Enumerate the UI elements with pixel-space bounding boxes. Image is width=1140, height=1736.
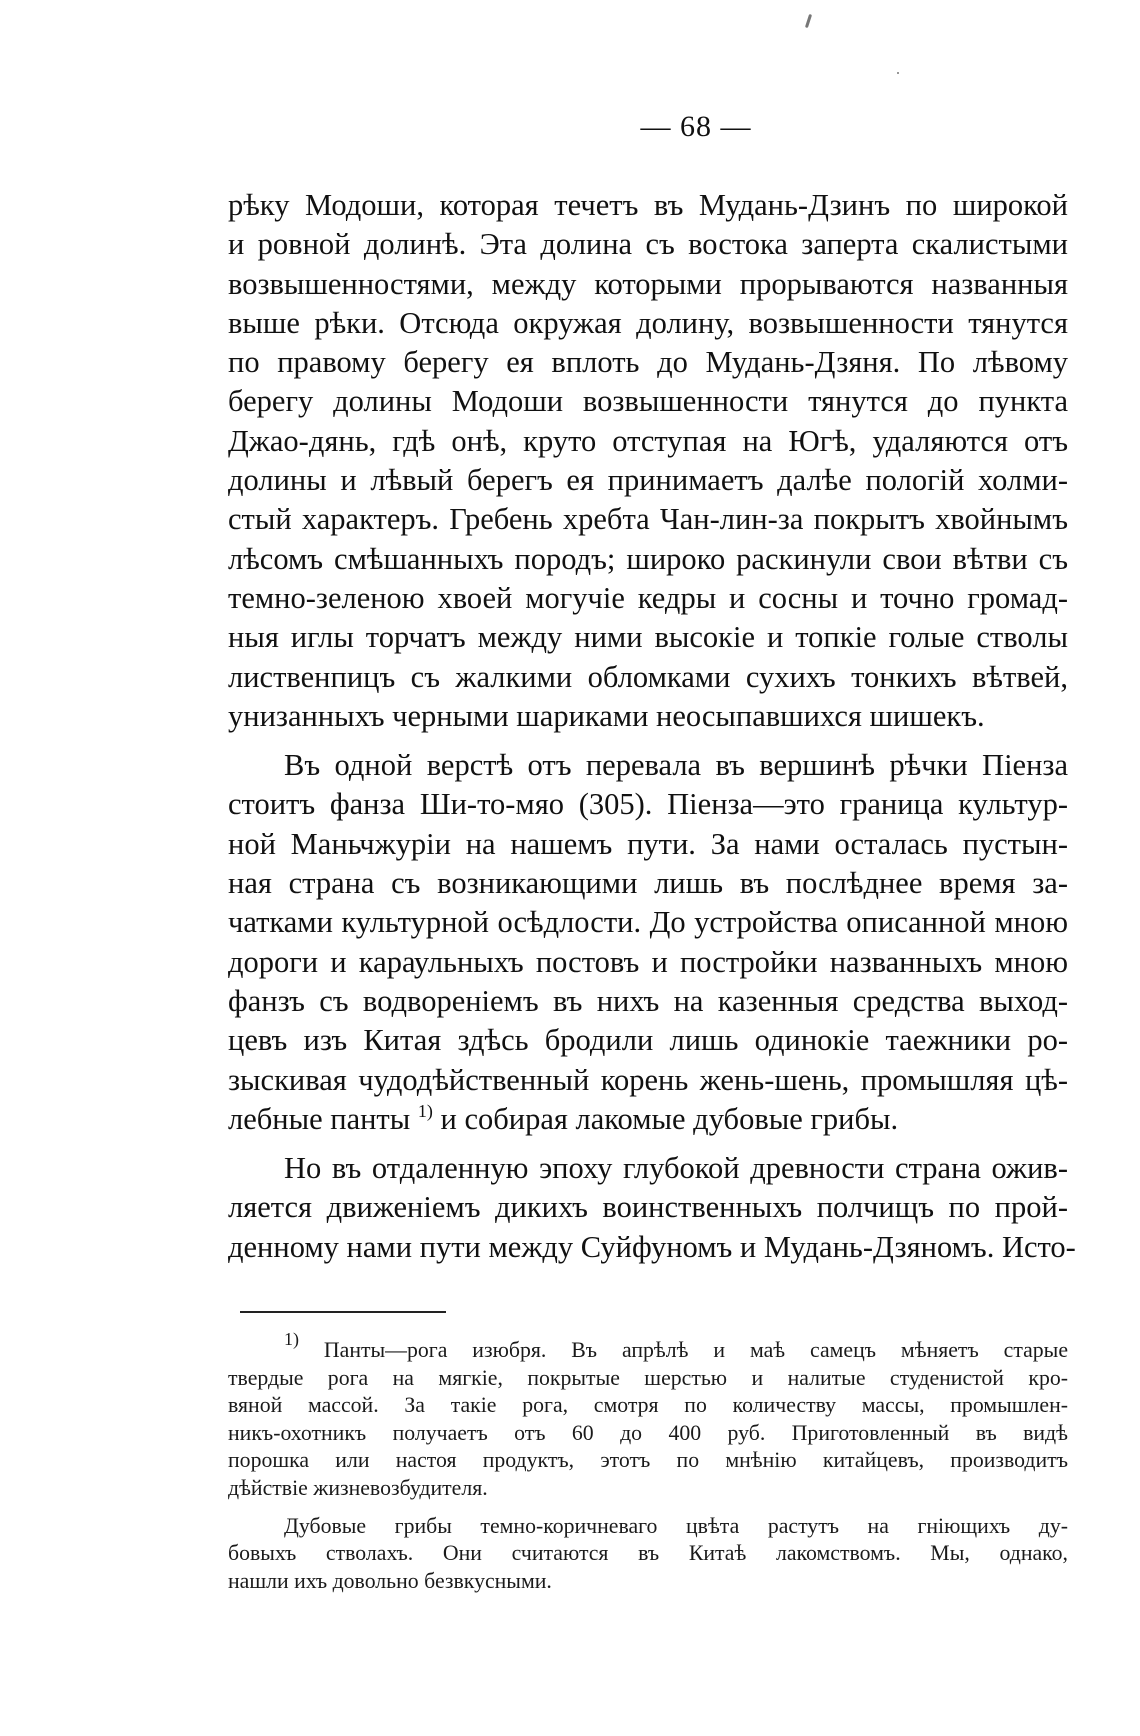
text-line: Въ одной верстѣ отъ перевала въ вершинѣ рѣчки Піенза bbox=[284, 748, 1068, 783]
text-line: Джао-дянь, гдѣ онѣ, круто отступая на Югѣ, удаляются отъ bbox=[228, 423, 1068, 458]
footnote-line: бовыхъ стволахъ. Они считаются въ Китаѣ лакомствомъ. Мы, однако, bbox=[228, 1541, 1068, 1566]
text-line bbox=[228, 1100, 1068, 1139]
text-line: стый характеръ. Гребень хребта Чан-лин-за покрытъ хвойнымъ bbox=[228, 502, 1068, 537]
text-line: по правому берегу ея вплоть до Мудань-Дзяня. По лѣвому bbox=[228, 345, 1068, 380]
footnote-line bbox=[228, 1329, 1068, 1365]
text-fragment: лебные панты bbox=[228, 1101, 411, 1136]
page-number: — 68 — bbox=[640, 110, 752, 143]
scan-speck bbox=[897, 72, 899, 74]
text-line: берегу долины Модоши возвышенности тянутся до пункта bbox=[228, 384, 1068, 419]
text-line: ная страна съ возникающими лишь въ послѣднее время за- bbox=[228, 866, 1068, 901]
footnote-line: вяной массой. За такіе рога, смотря по количеству массы, промышлен- bbox=[228, 1393, 1068, 1418]
footnote-line: Дубовые грибы темно-коричневаго цвѣта растутъ на гніющихъ ду- bbox=[284, 1513, 1068, 1538]
text-line: чатками культурной осѣдлости. До устройства описанной мною bbox=[228, 905, 1068, 940]
footnote-2 bbox=[228, 1513, 1068, 1596]
text-line: унизанныхъ черными шариками неосыпавшихся шишекъ. bbox=[228, 698, 985, 733]
scan-speck bbox=[805, 14, 812, 28]
text-line: долины и лѣвый берегъ ея принимаетъ далѣе пологій холми- bbox=[228, 463, 1068, 498]
text-line: Но въ отдаленную эпоху глубокой древности страна ожив- bbox=[284, 1151, 1068, 1186]
text-line: цевъ изъ Китая здѣсь бродили лишь одинокіе таежники ро- bbox=[228, 1023, 1068, 1058]
paragraph-3 bbox=[228, 1149, 1076, 1267]
text-line: и ровной долинѣ. Эта долина съ востока заперта скалистыми bbox=[228, 227, 1068, 262]
text-fragment: и собирая лакомые дубовые грибы. bbox=[440, 1101, 899, 1136]
paragraph-1 bbox=[228, 186, 1068, 736]
book-page bbox=[228, 110, 1076, 1595]
footnote-marker: 1) bbox=[284, 1329, 299, 1350]
text-line: фанзъ съ водвореніемъ въ нихъ на казенныя средства выход- bbox=[228, 983, 1068, 1018]
text-line: ной Маньчжуріи на нашемъ пути. За нами осталась пустын- bbox=[228, 826, 1068, 861]
footnote-line: дѣйствіе жизневозбудителя. bbox=[228, 1475, 488, 1500]
text-line: ляется движеніемъ дикихъ воинственныхъ полчищъ по прой- bbox=[228, 1190, 1068, 1225]
footnote-divider bbox=[240, 1311, 446, 1313]
text-line: темно-зеленою хвоей могучіе кедры и сосны и точно громад- bbox=[228, 580, 1068, 615]
text-line: лѣсомъ смѣшанныхъ породъ; широко раскинули свои вѣтви съ bbox=[228, 541, 1068, 576]
paragraph-2 bbox=[228, 746, 1068, 1139]
text-line: стоитъ фанза Ши-то-мяо (305). Піенза—это граница культур- bbox=[228, 787, 1068, 822]
text-line: дороги и караульныхъ постовъ и постройки названныхъ мною bbox=[228, 944, 1068, 979]
text-line: зыскивая чудодѣйственный корень жень-шень, промышляя цѣ- bbox=[228, 1062, 1068, 1097]
footnote-ref-1[interactable]: 1) bbox=[417, 1100, 433, 1121]
text-fragment: Панты—рога изюбря. Въ апрѣлѣ и маѣ самецъ мѣняетъ старые bbox=[323, 1338, 1068, 1363]
text-line: денному нами пути между Суйфуномъ и Мудань-Дзяномъ. Исто- bbox=[228, 1229, 1076, 1264]
footnote-line: нашли ихъ довольно безвкусными. bbox=[228, 1568, 552, 1593]
footnote-line: никъ-охотникъ получаетъ отъ 60 до 400 руб. Приготовленный въ видѣ bbox=[228, 1420, 1068, 1445]
text-line: лиственпицъ съ жалкими обломками сухихъ тонкихъ вѣтвей, bbox=[228, 659, 1068, 694]
footnote-1 bbox=[228, 1329, 1068, 1503]
text-line: рѣку Модоши, которая течетъ въ Мудань-Дзинъ по широкой bbox=[228, 188, 1068, 222]
footnote-line: порошка или настоя продуктъ, этотъ по мнѣнію китайцевъ, производитъ bbox=[228, 1448, 1068, 1473]
text-line: ныя иглы торчатъ между ними высокіе и топкіе голые стволы bbox=[228, 620, 1068, 655]
text-line: возвышенностями, между которыми прорываются названныя bbox=[228, 266, 1068, 301]
footnote-line: твердые рога на мягкіе, покрытые шерстью и налитые студенистой кро- bbox=[228, 1365, 1068, 1390]
text-line: выше рѣки. Отсюда окружая долину, возвышенности тянутся bbox=[228, 305, 1068, 340]
